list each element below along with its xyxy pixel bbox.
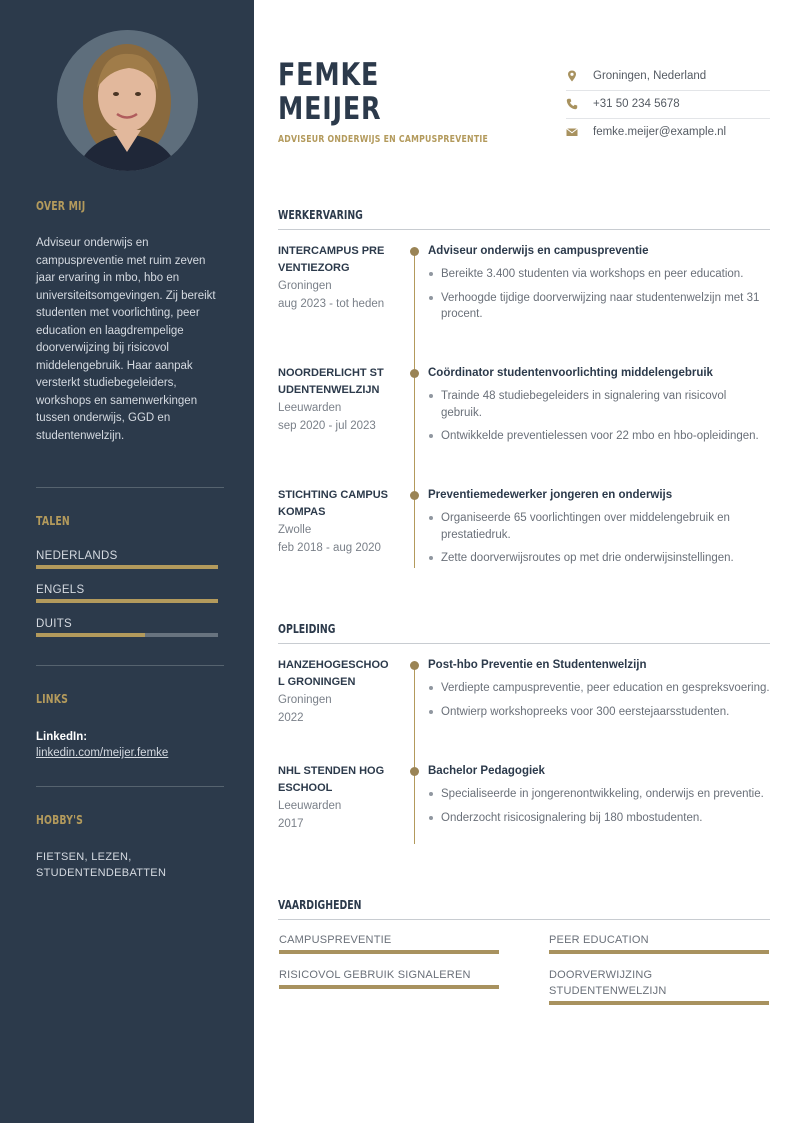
- entry-details: [428, 365, 770, 452]
- language-name: ENGELS: [36, 584, 85, 596]
- language-name: NEDERLANDS: [36, 550, 118, 562]
- entry-bullet: Verhoogde tijdige doorverwijzing naar studentenwelzijn met 31 procent.: [428, 290, 770, 323]
- location-pin-icon: [566, 70, 578, 82]
- entry-bullet: Organiseerde 65 voorlichtingen over middelengebruik en prestatiedruk.: [428, 510, 770, 543]
- skill-bar: [279, 985, 499, 989]
- skill-item: [549, 967, 769, 1005]
- timeline-dot: [410, 491, 419, 500]
- contact-phone-text: +31 50 234 5678: [593, 98, 680, 110]
- entry-dates: feb 2018 - aug 2020: [278, 542, 381, 554]
- entry-bullets: [428, 680, 770, 720]
- entry-organization: NHL STENDEN HOGESCHOOL: [278, 765, 385, 794]
- name-last: MEIJER: [278, 91, 382, 127]
- education-timeline-line: [414, 666, 415, 844]
- linkedin-link[interactable]: linkedin.com/meijer.femke: [36, 747, 169, 759]
- skill-label: DOORVERWIJZING STUDENTENWELZIJN: [549, 969, 667, 997]
- skills-heading: VAARDIGHEDEN: [278, 898, 362, 912]
- skill-bar: [549, 1001, 769, 1005]
- entry-role: Adviseur onderwijs en campuspreventie: [428, 245, 649, 257]
- entry-location: Groningen: [278, 694, 332, 706]
- contact-email-text: femke.meijer@example.nl: [593, 126, 727, 138]
- contact-location-text: Groningen, Nederland: [593, 70, 707, 82]
- language-level-fill: [36, 565, 218, 569]
- skill-bar: [279, 950, 499, 954]
- entry-meta: [278, 487, 390, 557]
- entry-role: Preventiemedewerker jongeren en onderwijs: [428, 489, 673, 501]
- skills-section-title: [278, 896, 770, 920]
- skill-bar: [549, 950, 769, 954]
- experience-timeline-line: [414, 252, 415, 568]
- entry-location: Leeuwarden: [278, 800, 342, 812]
- about-section: [36, 199, 224, 445]
- entry-location: Leeuwarden: [278, 402, 342, 414]
- experience-heading: WERKERVARING: [278, 208, 363, 222]
- timeline-dot: [410, 247, 419, 256]
- languages-heading: TALEN: [36, 514, 70, 528]
- entry-location: Zwolle: [278, 524, 312, 536]
- contact-location: [566, 63, 770, 91]
- language-level-bar: [36, 633, 218, 637]
- person-name: [278, 58, 381, 126]
- skill-item: [279, 932, 499, 954]
- entry-bullet: Onderzocht risicosignalering bij 180 mbostudenten.: [428, 810, 770, 827]
- education-heading: OPLEIDING: [278, 622, 336, 636]
- hobbies-section: [36, 813, 224, 881]
- language-name: DUITS: [36, 618, 72, 630]
- linkedin-label: LinkedIn:: [36, 731, 88, 743]
- entry-details: [428, 763, 770, 833]
- entry-bullets: [428, 388, 770, 445]
- language-item: [36, 618, 218, 637]
- language-level-bar: [36, 565, 218, 569]
- entry-details: [428, 243, 770, 330]
- skill-item: [549, 932, 769, 954]
- envelope-icon: [566, 126, 578, 138]
- entry-bullet: Ontwierp workshopreeks voor 300 eerstejaarsstudenten.: [428, 704, 770, 721]
- entry-details: [428, 657, 770, 727]
- entry-meta: [278, 243, 390, 313]
- entry-bullet: Specialiseerde in jongerenontwikkeling, onderwijs en preventie.: [428, 786, 770, 803]
- entry-dates: aug 2023 - tot heden: [278, 298, 385, 310]
- entry-organization: INTERCAMPUS PREVENTIEZORG: [278, 245, 385, 274]
- entry-role: Coördinator studentenvoorlichting middelengebruik: [428, 367, 713, 379]
- skill-item: [279, 967, 499, 989]
- about-heading: OVER MIJ: [36, 199, 86, 213]
- links-section: [36, 692, 224, 761]
- entry-bullets: [428, 266, 770, 323]
- name-first: FEMKE: [278, 57, 380, 93]
- entry-bullet: Verdiepte campuspreventie, peer education en gespreksvoering.: [428, 680, 770, 697]
- entry-dates: 2022: [278, 712, 304, 724]
- entry-bullet: Zette doorverwijsroutes op met drie onderwijsinstellingen.: [428, 550, 770, 567]
- entry-organization: STICHTING CAMPUSKOMPAS: [278, 489, 388, 518]
- entry-organization: NOORDERLICHT STUDENTENWELZIJN: [278, 367, 384, 396]
- entry-bullets: [428, 786, 770, 826]
- entry-organization: HANZEHOGESCHOOL GRONINGEN: [278, 659, 389, 688]
- contact-email: [566, 119, 770, 147]
- languages-section: [36, 514, 224, 528]
- timeline-dot: [410, 369, 419, 378]
- sidebar-divider: [36, 487, 224, 488]
- entry-bullet: Ontwikkelde preventielessen voor 22 mbo en hbo-opleidingen.: [428, 428, 770, 445]
- entry-details: [428, 487, 770, 574]
- language-level-fill: [36, 599, 218, 603]
- entry-role: Bachelor Pedagogiek: [428, 765, 545, 777]
- sidebar-divider: [36, 665, 224, 666]
- entry-meta: [278, 763, 390, 833]
- sidebar: [0, 0, 254, 1123]
- entry-bullets: [428, 510, 770, 567]
- timeline-dot: [410, 661, 419, 670]
- language-item: [36, 584, 218, 603]
- job-title: ADVISEUR ONDERWIJS EN CAMPUSPREVENTIE: [278, 134, 489, 145]
- skill-label: CAMPUSPREVENTIE: [279, 934, 392, 946]
- entry-dates: sep 2020 - jul 2023: [278, 420, 376, 432]
- contact-phone: [566, 91, 770, 119]
- entry-role: Post-hbo Preventie en Studentenwelzijn: [428, 659, 647, 671]
- links-heading: LINKS: [36, 692, 69, 706]
- profile-photo: [57, 30, 198, 171]
- phone-icon: [566, 98, 578, 110]
- entry-meta: [278, 657, 390, 727]
- education-section-title: [278, 620, 770, 644]
- skill-label: RISICOVOL GEBRUIK SIGNALEREN: [279, 969, 471, 981]
- entry-dates: 2017: [278, 818, 304, 830]
- hobbies-heading: HOBBY'S: [36, 813, 84, 827]
- hobbies-text: FIETSEN, LEZEN, STUDENTENDEBATTEN: [36, 851, 167, 879]
- entry-bullet: Trainde 48 studiebegeleiders in signalering van risicovol gebruik.: [428, 388, 770, 421]
- main-content: [254, 0, 794, 1123]
- entry-location: Groningen: [278, 280, 332, 292]
- language-level-fill: [36, 633, 145, 637]
- entry-bullet: Bereikte 3.400 studenten via workshops en peer education.: [428, 266, 770, 283]
- about-text: Adviseur onderwijs en campuspreventie met ruim zeven jaar ervaring in mbo, hbo en universiteitsomgevingen. Zij bereikt studenten met voorlichting, peer education en laagdrempelige doorverwijzing bij risicovol middelengebruik. Haar aanpak versterkt studiebegeleiders, workshops en samenwerkingen tussen onderwijs, GGD en studentenwelzijn.: [36, 237, 216, 442]
- language-item: [36, 550, 218, 569]
- skill-label: PEER EDUCATION: [549, 934, 649, 946]
- language-level-bar: [36, 599, 218, 603]
- timeline-dot: [410, 767, 419, 776]
- sidebar-divider: [36, 786, 224, 787]
- experience-section-title: [278, 206, 770, 230]
- entry-meta: [278, 365, 390, 435]
